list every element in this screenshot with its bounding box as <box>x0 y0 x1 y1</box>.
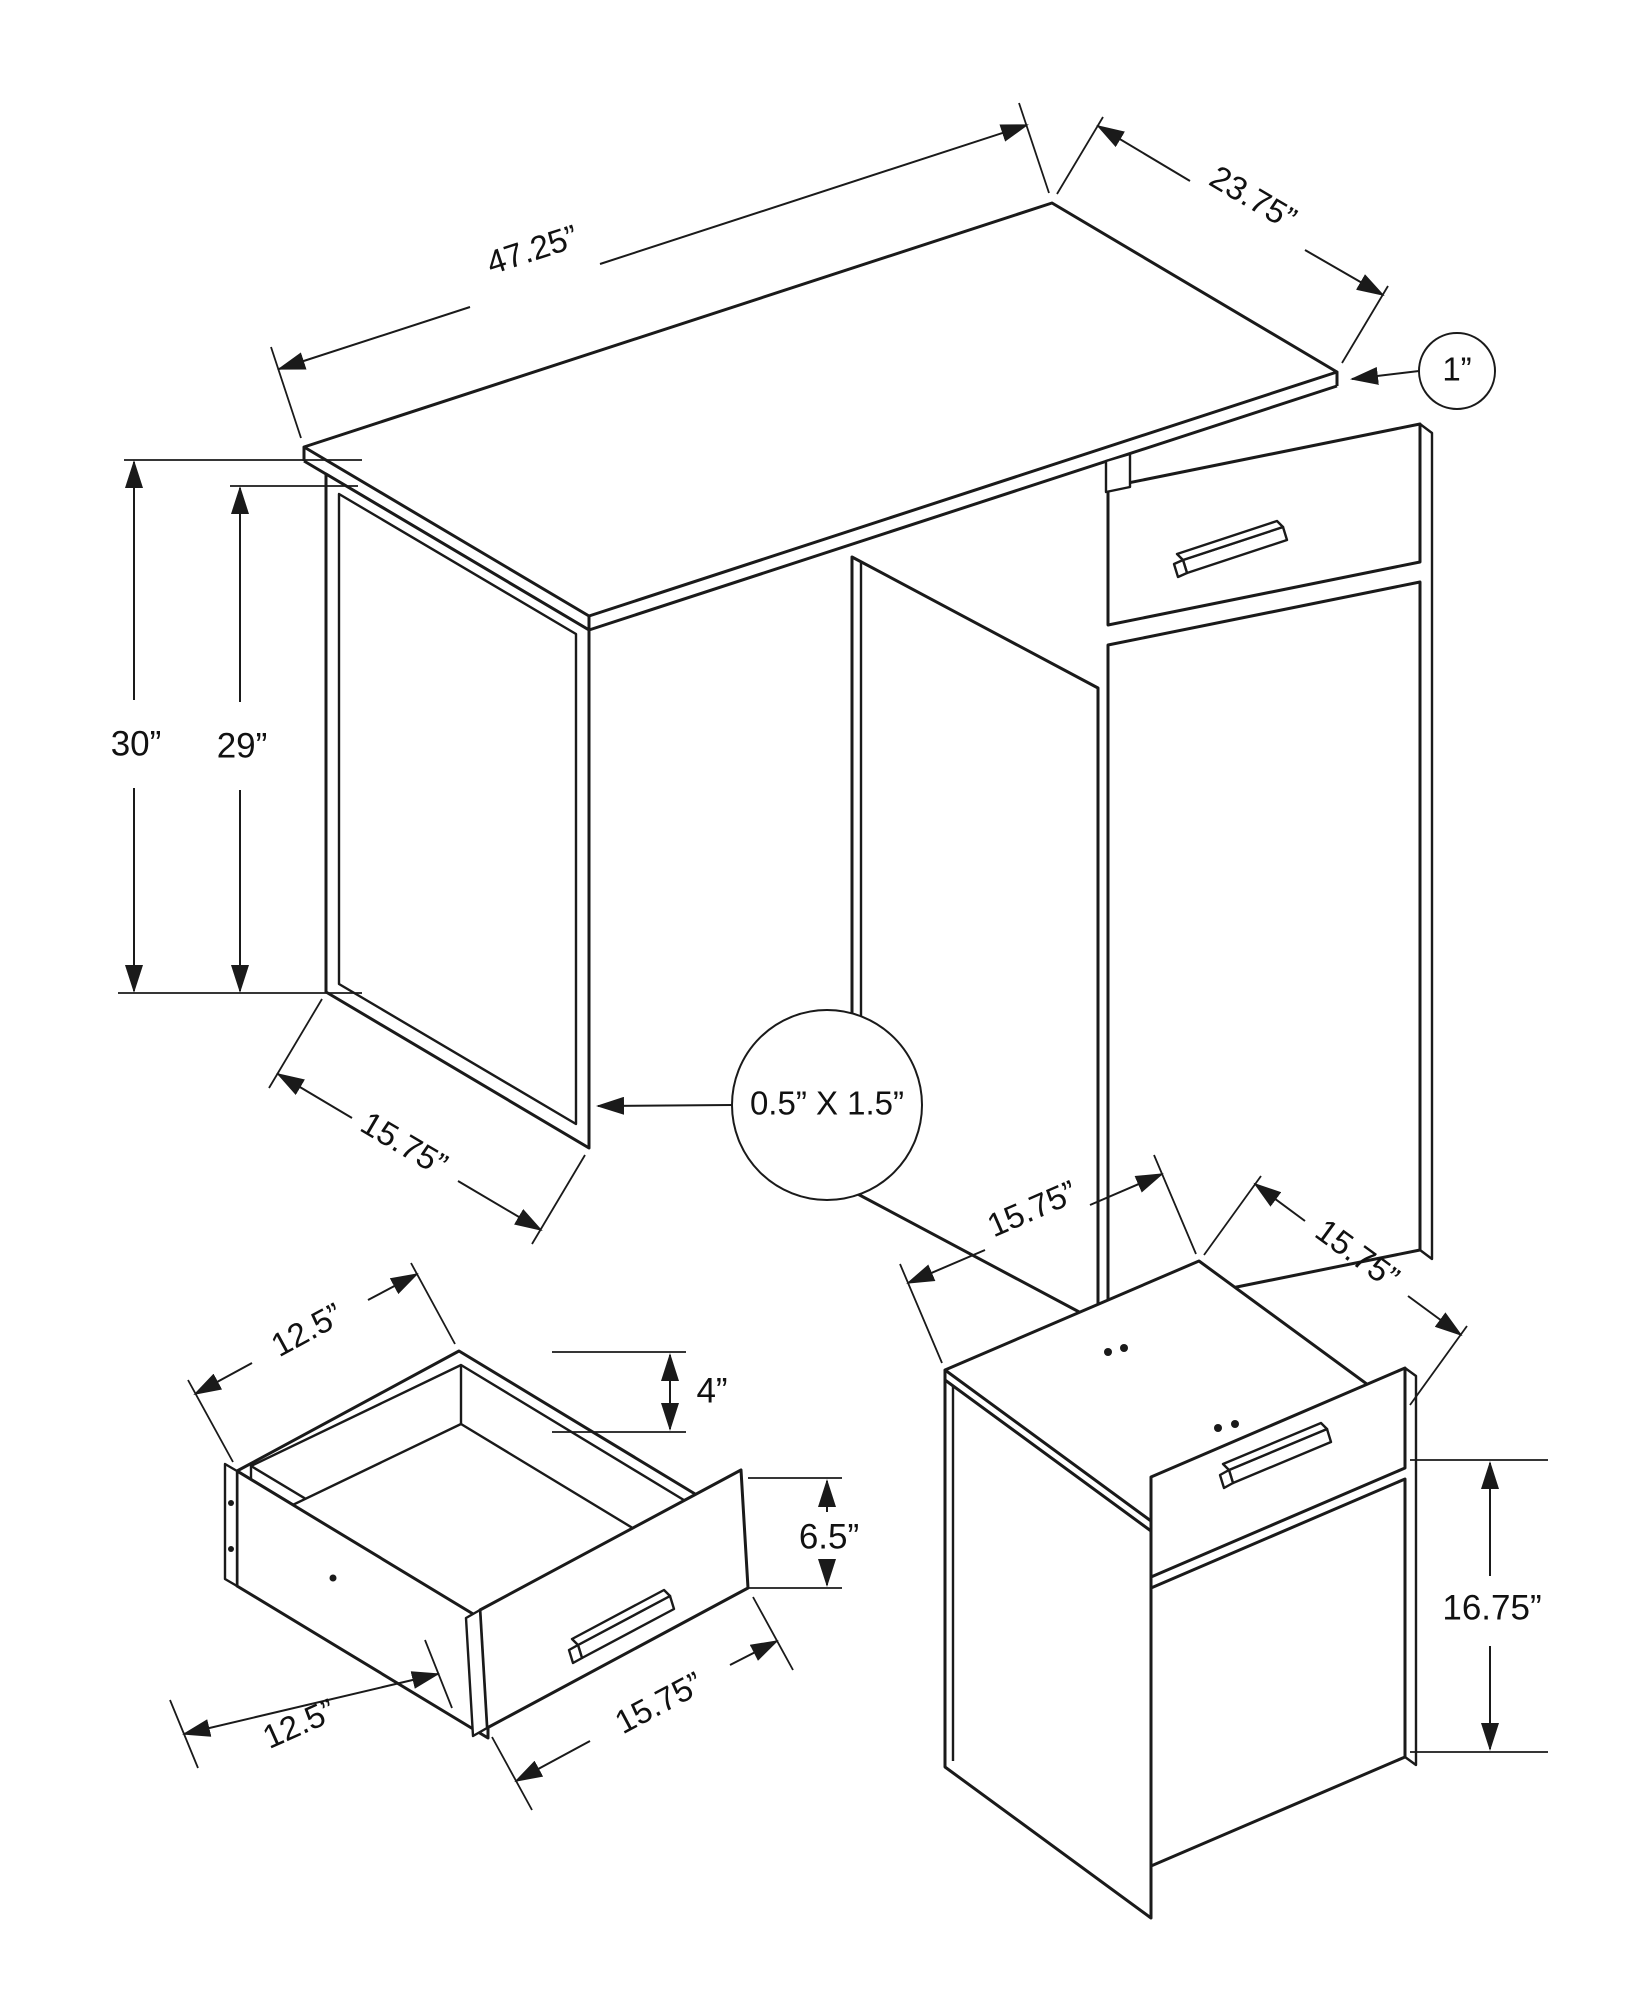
cabinet-box <box>945 1261 1416 1918</box>
desk-width-label: 47.25” <box>481 217 583 282</box>
drawer-width-label: 15.75” <box>608 1664 709 1741</box>
dim-drawer-inner-height <box>552 1352 728 1432</box>
drawer-depth-bottom-label: 12.5” <box>256 1691 341 1756</box>
desk-cabinet-door <box>1108 582 1420 1313</box>
desk-cabinet-bracket <box>1106 454 1130 492</box>
desk-leg-depth-label: 15.75” <box>354 1103 455 1184</box>
cabinet-width-label: 15.75” <box>1308 1211 1407 1297</box>
drawer-inner-height-label: 4” <box>696 1371 728 1411</box>
desk-depth-label: 23.75” <box>1203 157 1304 238</box>
callout-desk-thickness <box>1352 333 1495 409</box>
drawer-front-height-label: 6.5” <box>798 1517 860 1557</box>
dim-cabinet-door-height <box>1410 1460 1548 1752</box>
desk-height-label: 30” <box>110 724 162 764</box>
cabinet-door-height-label: 16.75” <box>1442 1588 1542 1628</box>
desk-thickness-label: 1” <box>1442 350 1472 388</box>
desk-view <box>111 103 1495 1322</box>
cabinet-depth-label: 15.75” <box>981 1172 1083 1245</box>
drawer-depth-top-label: 12.5” <box>264 1295 349 1364</box>
desk-tube-label: 0.5” X 1.5” <box>749 1084 905 1122</box>
callout-desk-tube <box>598 1010 922 1200</box>
desk-cabinet <box>852 424 1432 1322</box>
dim-drawer-front-height <box>748 1478 859 1588</box>
desk-clearance-label: 29” <box>216 726 268 766</box>
drawer-view <box>170 1263 859 1810</box>
